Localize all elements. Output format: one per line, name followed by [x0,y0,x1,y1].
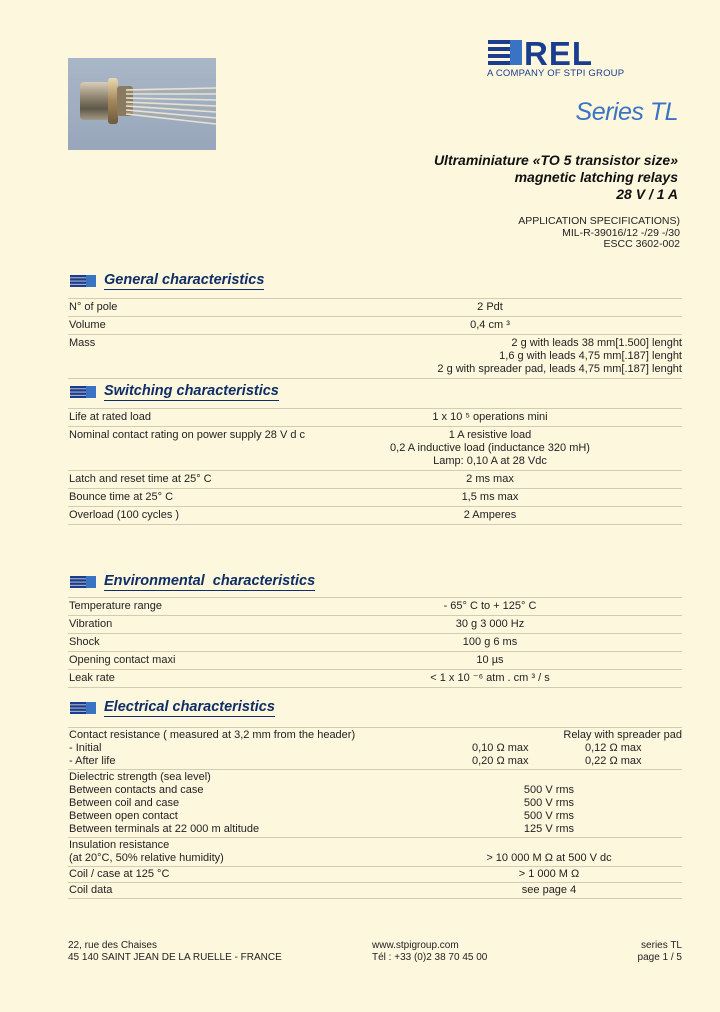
section-bullet-icon [70,386,96,398]
table-row [69,784,682,797]
insulation-block [68,837,682,866]
row-value: see page 4 [521,884,577,896]
table-row [69,742,682,755]
footer-series: series TL [641,940,682,951]
table-row [68,298,682,316]
row-label: Shock [69,636,100,648]
row-value: 500 V rms [523,810,575,822]
row-label: Leak rate [69,672,115,684]
table-row [68,408,682,426]
coil-data-block [68,882,682,899]
row-label: Temperature range [69,600,162,612]
dielectric-block [68,769,682,837]
table-row [68,506,682,525]
nominal-value-3: Lamp: 0,10 A at 28 Vdc [433,455,547,467]
row-value [298,429,682,468]
address-line-2: 45 140 SAINT JEAN DE LA RUELLE - FRANCE [68,952,282,963]
subtitle-line-1: Ultraminiature «TO 5 transistor size» [433,152,678,168]
row-value: 2 ms max [466,473,514,485]
row-label: Between terminals at 22 000 m altitude [69,823,260,835]
section-environmental [70,572,315,592]
section-electrical-title: Electrical characteristics [104,699,275,715]
row-value-spreader: 0,22 Ω max [585,755,642,767]
row-value: < 1 x 10 ⁻⁶ atm . cm ³ / s [430,672,550,684]
row-value: 500 V rms [523,797,575,809]
section-general-title: General characteristics [104,272,265,288]
row-value: 500 V rms [523,784,575,796]
table-row [69,823,682,836]
section-electrical [70,698,275,718]
series-title: Series TL [575,98,678,126]
row-label: Volume [69,319,106,331]
row-label: Dielectric strength (sea level) [69,771,211,783]
table-row [68,615,682,633]
table-row [69,729,682,742]
product-subtitle [434,152,678,203]
row-value [437,337,682,376]
table-row [68,488,682,506]
row-label: (at 20°C, 50% relative humidity) [69,852,224,864]
environmental-table [68,597,682,688]
table-row [68,470,682,488]
application-specs [518,216,680,251]
row-label: - Initial [69,742,102,754]
section-bullet-icon [70,275,96,287]
phone-number: Tél : +33 (0)2 38 70 45 00 [372,952,488,963]
section-environmental-title: Environmental characteristics [104,573,316,589]
row-label: Life at rated load [69,411,151,423]
mass-value-3: 2 g with spreader pad, leads 4,75 mm[.187] lenght [437,363,682,375]
app-spec-line-2: MIL-R-39016/12 -/29 -/30 [562,226,680,239]
section-general [70,271,264,291]
table-row [69,852,682,865]
row-label: Mass [69,337,96,349]
logo-text: REL [524,40,593,72]
table-row [69,884,682,897]
table-row [69,810,682,823]
row-label: Between contacts and case [69,784,204,796]
table-row [68,651,682,669]
table-row [68,669,682,688]
row-value: 0,4 cm ³ [470,319,510,331]
table-row [69,839,682,852]
app-spec-line-1: APPLICATION SPECIFICATIONS) [518,215,680,227]
row-value: 10 µs [476,654,504,666]
address-line-1: 22, rue des Chaises [68,940,157,951]
relay-image [68,58,216,150]
website-link[interactable]: www.stpigroup.com [372,940,459,951]
logo-tagline: A COMPANY OF STPI GROUP [487,68,625,79]
row-label: Vibration [69,618,113,630]
row-value: 0,20 Ω max [472,755,529,767]
nominal-value-2: 0,2 A inductive load (inductance 320 mH) [390,442,590,454]
table-row [68,633,682,651]
row-value: 1,5 ms max [461,491,519,503]
section-switching [70,382,279,402]
row-label: Overload (100 cycles ) [69,509,180,521]
row-label: Opening contact maxi [69,654,176,666]
row-label: Between coil and case [69,797,180,809]
row-value: 1 x 10 ⁵ operations mini [432,411,548,423]
section-bullet-icon [70,702,96,714]
table-row [69,797,682,810]
mass-value-2: 1,6 g with leads 4,75 mm[.187] lenght [499,350,682,362]
row-value: > 10 000 M Ω at 500 V dc [486,852,612,864]
row-label: Latch and reset time at 25° C [69,473,212,485]
table-row [69,868,682,881]
nominal-value-1: 1 A resistive load [448,429,532,441]
electrical-table [68,727,682,899]
row-value: 2 Pdt [477,301,503,313]
row-label: Nominal contact rating on power supply 28 V d c [69,429,306,441]
row-label: Coil / case at 125 °C [69,868,170,880]
row-value: > 1 000 M Ω [518,868,580,880]
subtitle-line-3: 28 V / 1 A [616,186,678,202]
row-label: Bounce time at 25° C [69,491,174,503]
contact-resistance-block [68,727,682,769]
row-value: 2 Amperes [463,509,517,521]
switching-table [68,408,682,525]
row-label: Contact resistance ( measured at 3,2 mm from the header) [69,729,356,741]
row-value: - 65° C to + 125° C [443,600,537,612]
row-label: Coil data [69,884,113,896]
section-bullet-icon [70,576,96,588]
row-value: 0,10 Ω max [472,742,529,754]
row-value: 100 g 6 ms [462,636,518,648]
row-label: - After life [69,755,116,767]
coil-case-block [68,866,682,882]
table-row [68,597,682,615]
spreader-header: Relay with spreader pad [563,729,682,741]
general-table [68,298,682,379]
mass-value-1: 2 g with leads 38 mm[1.500] lenght [511,337,682,349]
app-spec-line-3: ESCC 3602-002 [603,238,680,250]
row-label: N° of pole [69,301,118,313]
table-row [68,426,682,470]
product-photo [68,58,216,150]
row-value: 125 V rms [523,823,575,835]
footer-address [68,940,282,964]
table-row [68,334,682,379]
table-row [69,755,682,768]
footer-page-info [638,940,682,964]
footer-contact [372,940,487,964]
subtitle-line-2: magnetic latching relays [514,169,678,185]
row-label: Between open contact [69,810,178,822]
row-value: 30 g 3 000 Hz [455,618,525,630]
page-number: page 1 / 5 [637,952,682,963]
table-row [68,316,682,334]
row-value-spreader: 0,12 Ω max [585,742,642,754]
row-label: Insulation resistance [69,839,170,851]
table-row [69,771,682,784]
section-switching-title: Switching characteristics [104,383,279,399]
